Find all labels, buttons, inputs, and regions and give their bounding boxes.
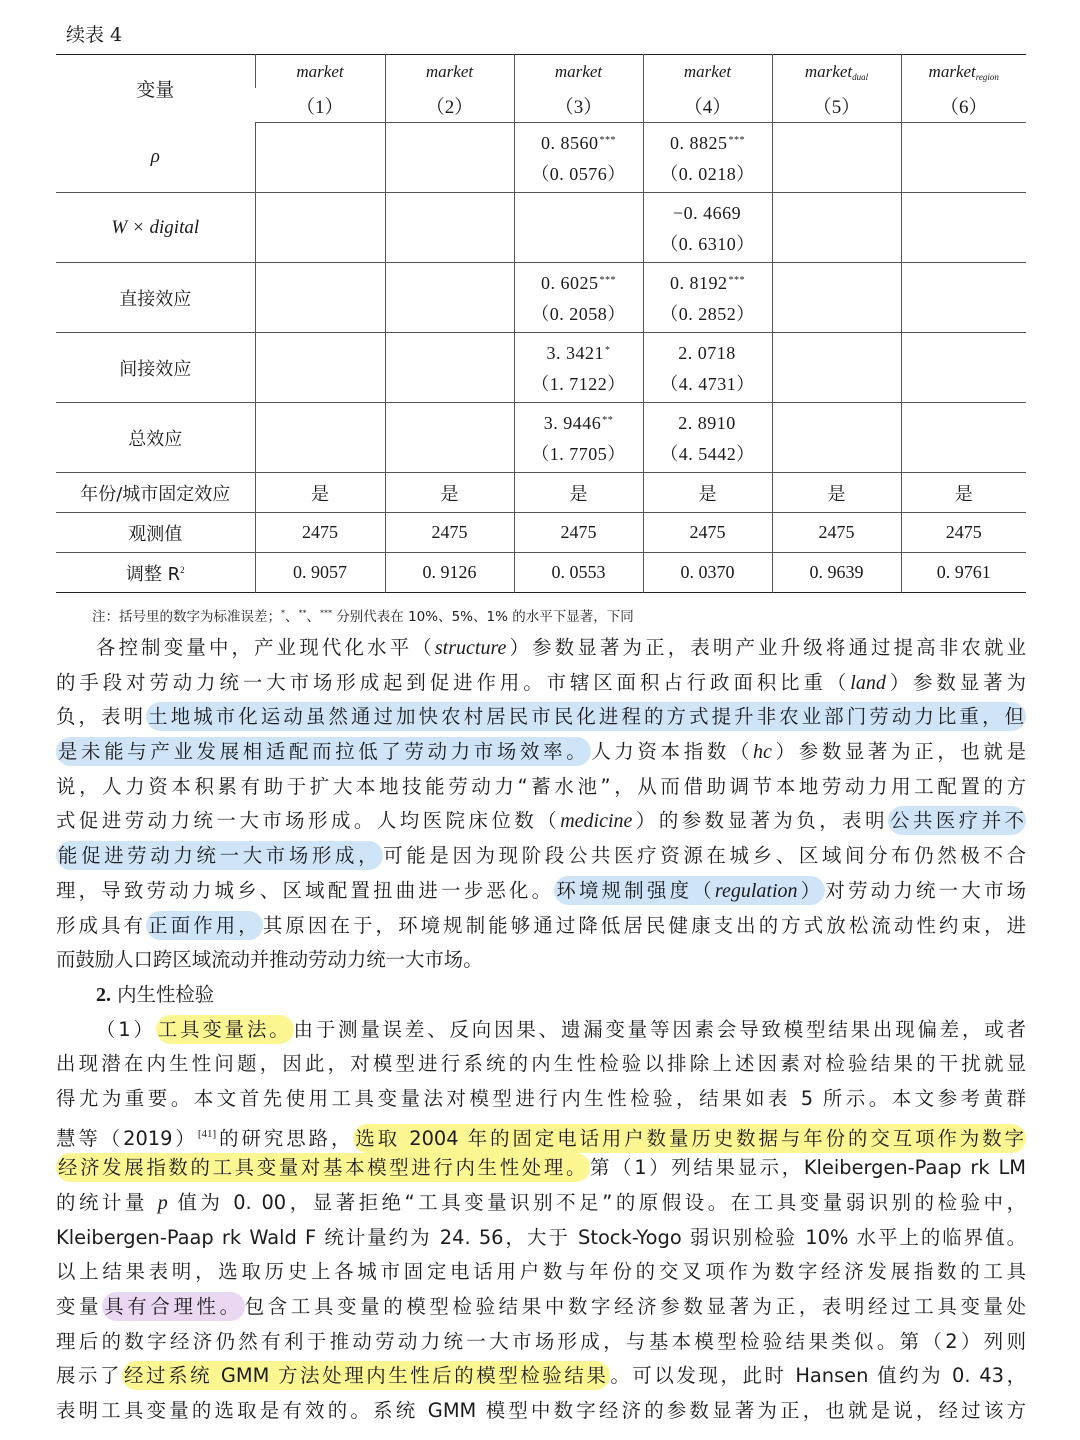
table-cell xyxy=(901,263,1026,333)
table-cell: 是 xyxy=(514,473,643,513)
coefficient: 0. 8192*** xyxy=(670,273,745,293)
table-cell: 0. 9057 xyxy=(255,553,385,593)
row-label: W × digital xyxy=(56,193,255,263)
coefficient: 3. 3421* xyxy=(546,343,611,363)
table-row xyxy=(56,123,1026,193)
table-cell xyxy=(514,123,643,193)
coefficient xyxy=(256,141,385,175)
table-cell: 是 xyxy=(255,473,385,513)
text-line: 表明工具变量的选取是有效的。系统 GMM 模型中数字经济的参数显著为正，也就是说，经过该方 xyxy=(56,1399,1026,1423)
coefficient xyxy=(902,211,1027,245)
row-label: 间接效应 xyxy=(56,333,255,403)
standard-error: （0. 2058） xyxy=(531,304,626,324)
table-cell xyxy=(255,193,385,263)
coefficient xyxy=(902,281,1027,315)
table-cell xyxy=(385,333,514,403)
row-label: 直接效应 xyxy=(56,263,255,333)
standard-error: （1. 7122） xyxy=(531,374,626,394)
table-cell xyxy=(514,403,643,473)
coefficient xyxy=(773,421,901,455)
table-cell xyxy=(643,123,772,193)
text-line: 式促进劳动力统一大市场形成。人均医院床位数（medicine）的参数显著为负，表明 公共医疗并不 xyxy=(56,804,1026,839)
significance-stars: *** xyxy=(599,275,616,286)
table-cell xyxy=(901,333,1026,403)
table-cell: 2475 xyxy=(514,513,643,553)
table-row xyxy=(56,333,1026,403)
citation-ref: [41] xyxy=(197,1127,217,1140)
column-head: market$_{dual}$ xyxy=(772,55,901,89)
coefficient xyxy=(386,281,514,315)
coefficient: 0. 8825*** xyxy=(670,133,745,153)
highlight-blue: 环境规制强度（regulation） xyxy=(554,876,825,905)
table-cell xyxy=(385,403,514,473)
table-cell xyxy=(385,123,514,193)
highlight-blue: 是未能与产业发展相适配而拉低了劳动力市场效率。 xyxy=(56,737,591,766)
coefficient: 2. 0718 xyxy=(678,343,736,363)
text-line: 经济发展指数的工具变量对基本模型进行内生性处理。 第（1）列结果显示，Kleibergen-Paap rk LM xyxy=(56,1151,1026,1186)
body-text xyxy=(56,631,1026,1429)
coefficient: 2. 8910 xyxy=(678,413,736,433)
coefficient xyxy=(256,351,385,385)
table-cell xyxy=(514,333,643,403)
text-line: 展示了 经过系统 GMM 方法处理内生性后的模型检验结果 。可以发现，此时 Hansen 值约为 0. 43， xyxy=(56,1359,1026,1394)
column-head: market xyxy=(514,55,643,89)
table-cell xyxy=(643,263,772,333)
text-line: Kleibergen-Paap rk Wald F 统计量约为 24. 56，大于 Stock-Yogo 弱识别检验 10% 水平上的临界值。 xyxy=(56,1225,1026,1249)
highlight-purple: 具有合理性。 xyxy=(102,1292,245,1321)
table-cell: 0. 0370 xyxy=(643,553,772,593)
table-cell: 0. 9126 xyxy=(385,553,514,593)
significance-stars: *** xyxy=(728,275,745,286)
variable-header: 变量 xyxy=(136,79,175,102)
text-line: 的手段对劳动力统一大市场形成起到促进作用。市辖区面积占行政面积比重（land）参数显著为 xyxy=(56,670,1027,694)
standard-error: （4. 4731） xyxy=(660,374,755,394)
table-cell xyxy=(255,403,385,473)
text-line: 负，表明 土地城市化运动虽然通过加快农村居民市民化进程的方式提升非农业部门劳动力比重，但 xyxy=(56,700,1026,735)
table-cell: 是 xyxy=(385,473,514,513)
standard-error: （0. 2852） xyxy=(660,304,755,324)
coefficient xyxy=(386,211,514,245)
table-cell: 2475 xyxy=(772,513,901,553)
highlight-yellow: 工具变量法。 xyxy=(156,1015,294,1044)
table-cell xyxy=(255,123,385,193)
row-label: 调整 $R^2$ xyxy=(125,563,185,585)
table-cell xyxy=(772,333,901,403)
table-cell: 是 xyxy=(772,473,901,513)
column-number: （4） xyxy=(643,88,772,123)
coefficient xyxy=(386,351,514,385)
row-label: 观测值 xyxy=(56,513,255,553)
table-row xyxy=(56,193,1026,263)
table-cell xyxy=(901,403,1026,473)
table-row xyxy=(56,553,1026,593)
table-cell: 2475 xyxy=(385,513,514,553)
highlight-blue: 土地城市化运动虽然通过加快农村居民市民化进程的方式提升非农业部门劳动力比重，但 xyxy=(146,702,1026,731)
table-cell: 0. 9761 xyxy=(901,553,1026,593)
column-number: （2） xyxy=(385,88,514,123)
coefficient xyxy=(773,211,901,245)
table-cell: 2475 xyxy=(643,513,772,553)
column-number: （1） xyxy=(255,88,385,123)
significance-stars: *** xyxy=(599,135,616,146)
coefficient xyxy=(902,351,1027,385)
text-line: 理，导致劳动力城乡、区域配置扭曲进一步恶化。 环境规制强度（regulation） 对劳动力统一大市场 xyxy=(56,874,1026,909)
table-cell xyxy=(901,123,1026,193)
table-cell xyxy=(255,263,385,333)
highlight-yellow: 经济发展指数的工具变量对基本模型进行内生性处理。 xyxy=(56,1153,590,1182)
coefficient: −0. 4669 xyxy=(672,203,742,223)
table-cell: 0. 0553 xyxy=(514,553,643,593)
table-cell xyxy=(772,403,901,473)
text-line: 出现潜在内生性问题，因此，对模型进行系统的内生性检验以排除上述因素对检验结果的干扰就显 xyxy=(56,1052,1026,1076)
text-line: 而鼓励人口跨区域流动并推动劳动力统一大市场。 xyxy=(56,948,483,972)
table-row xyxy=(56,513,1026,553)
table-row xyxy=(56,263,1026,333)
table-caption: 续表 4 xyxy=(66,24,123,46)
coefficient xyxy=(256,281,385,315)
coefficient xyxy=(515,211,643,245)
column-head: market$_{region}$ xyxy=(901,55,1026,89)
table-row xyxy=(56,473,1026,513)
text-line: 能促进劳动力统一大市场形成， 可能是因为现阶段公共医疗资源在城乡、区域间分布仍然极不合 xyxy=(56,839,1026,874)
text-line: （1） 工具变量法。 由于测量误差、反向因果、遗漏变量等因素会导致模型结果出现偏差，或者 xyxy=(56,1013,1026,1048)
text-line: 是未能与产业发展相适配而拉低了劳动力市场效率。 人力资本指数（hc）参数显著为正，也就是 xyxy=(56,735,1026,770)
highlight-blue: 公共医疗并不 xyxy=(888,806,1026,835)
table-cell: 是 xyxy=(901,473,1026,513)
text-line: 理后的数字经济仍然有利于推动劳动力统一大市场形成，与基本模型检验结果类似。第（2）列则 xyxy=(56,1329,1026,1353)
table-cell xyxy=(772,263,901,333)
coefficient: 0. 6025*** xyxy=(541,273,616,293)
table-cell xyxy=(385,263,514,333)
coefficient: 3. 9446** xyxy=(543,413,614,433)
column-head: market xyxy=(643,55,772,89)
text-line: 得尤为重要。本文首先使用工具变量法对模型进行内生性检验，结果如表 5 所示。本文参考黄群 xyxy=(56,1086,1026,1110)
coefficient xyxy=(256,211,385,245)
table-cell xyxy=(643,403,772,473)
coefficient: 0. 8560*** xyxy=(541,133,616,153)
text-line: 说，人力资本积累有助于扩大本地技能劳动力“蓄水池”，从而借助调节本地劳动力用工配置的方 xyxy=(56,774,1026,798)
row-label: 年份/城市固定效应 xyxy=(56,473,255,513)
table-note: 注：括号里的数字为标准误差；*、**、*** 分别代表在 10%、5%、1% 的水平下显著，下同 xyxy=(92,608,634,625)
highlight-blue: 正面作用， xyxy=(146,911,263,940)
column-head: market xyxy=(385,55,514,89)
significance-stars: ** xyxy=(602,415,614,426)
coefficient xyxy=(773,351,901,385)
table-cell: 2475 xyxy=(255,513,385,553)
row-label: 总效应 xyxy=(56,403,255,473)
table-cell xyxy=(643,333,772,403)
coefficient xyxy=(902,141,1027,175)
table-cell xyxy=(772,123,901,193)
standard-error: （4. 5442） xyxy=(660,444,755,464)
text-line: 变量 具有合理性。 包含工具变量的模型检验结果中数字经济参数显著为正，表明经过工具变量处 xyxy=(56,1290,1026,1325)
standard-error: （0. 0218） xyxy=(660,164,755,184)
table-cell: 0. 9639 xyxy=(772,553,901,593)
coefficient xyxy=(256,421,385,455)
text-line: 各控制变量中，产业现代化水平（structure）参数显著为正，表明产业升级将通过提高非农就业 xyxy=(96,636,1027,659)
highlight-yellow: 经过系统 GMM 方法处理内生性后的模型检验结果 xyxy=(122,1361,610,1390)
section-heading: 2. 内生性检验 xyxy=(96,982,215,1006)
row-label: ρ xyxy=(56,123,255,193)
significance-stars: * xyxy=(605,345,611,356)
text-line: 的统计量 p 值为 0. 00，显著拒绝“工具变量识别不足”的原假设。在工具变量弱识别的检验中， xyxy=(56,1191,1026,1214)
table-cell xyxy=(901,193,1026,263)
coefficient xyxy=(902,421,1027,455)
table-cell: 2475 xyxy=(901,513,1026,553)
text-line: 以上结果表明，选取历史上各城市固定电话用户数与年份的交叉项作为数字经济发展指数的工具 xyxy=(56,1260,1026,1284)
column-number: （3） xyxy=(514,88,643,123)
highlight-yellow: 选取 2004 年的固定电话用户数量历史数据与年份的交互项作为数字 xyxy=(353,1124,1026,1153)
regression-table xyxy=(56,54,1026,593)
text-line: 慧等（2019）[41]的研究思路， 选取 2004 年的固定电话用户数量历史数据与年份的交互项作为数字 xyxy=(56,1117,1026,1152)
coefficient xyxy=(386,141,514,175)
table-cell: 是 xyxy=(643,473,772,513)
coefficient xyxy=(773,281,901,315)
table-row xyxy=(56,403,1026,473)
table-cell xyxy=(772,193,901,263)
table-cell xyxy=(385,193,514,263)
column-number: （6） xyxy=(901,88,1026,123)
standard-error: （0. 6310） xyxy=(660,234,755,254)
standard-error: （0. 0576） xyxy=(531,164,626,184)
coefficient xyxy=(386,421,514,455)
table-cell xyxy=(514,193,643,263)
standard-error: （1. 7705） xyxy=(531,444,626,464)
table-cell xyxy=(255,333,385,403)
significance-stars: *** xyxy=(728,135,745,146)
column-head: market xyxy=(255,55,385,89)
column-number: （5） xyxy=(772,88,901,123)
highlight-blue: 能促进劳动力统一大市场形成， xyxy=(56,841,383,870)
text-line: 形成具有 正面作用， 其原因在于，环境规制能够通过降低居民健康支出的方式放松流动性约束，进 xyxy=(56,909,1026,944)
table-cell xyxy=(643,193,772,263)
coefficient xyxy=(773,141,901,175)
table-cell xyxy=(514,263,643,333)
